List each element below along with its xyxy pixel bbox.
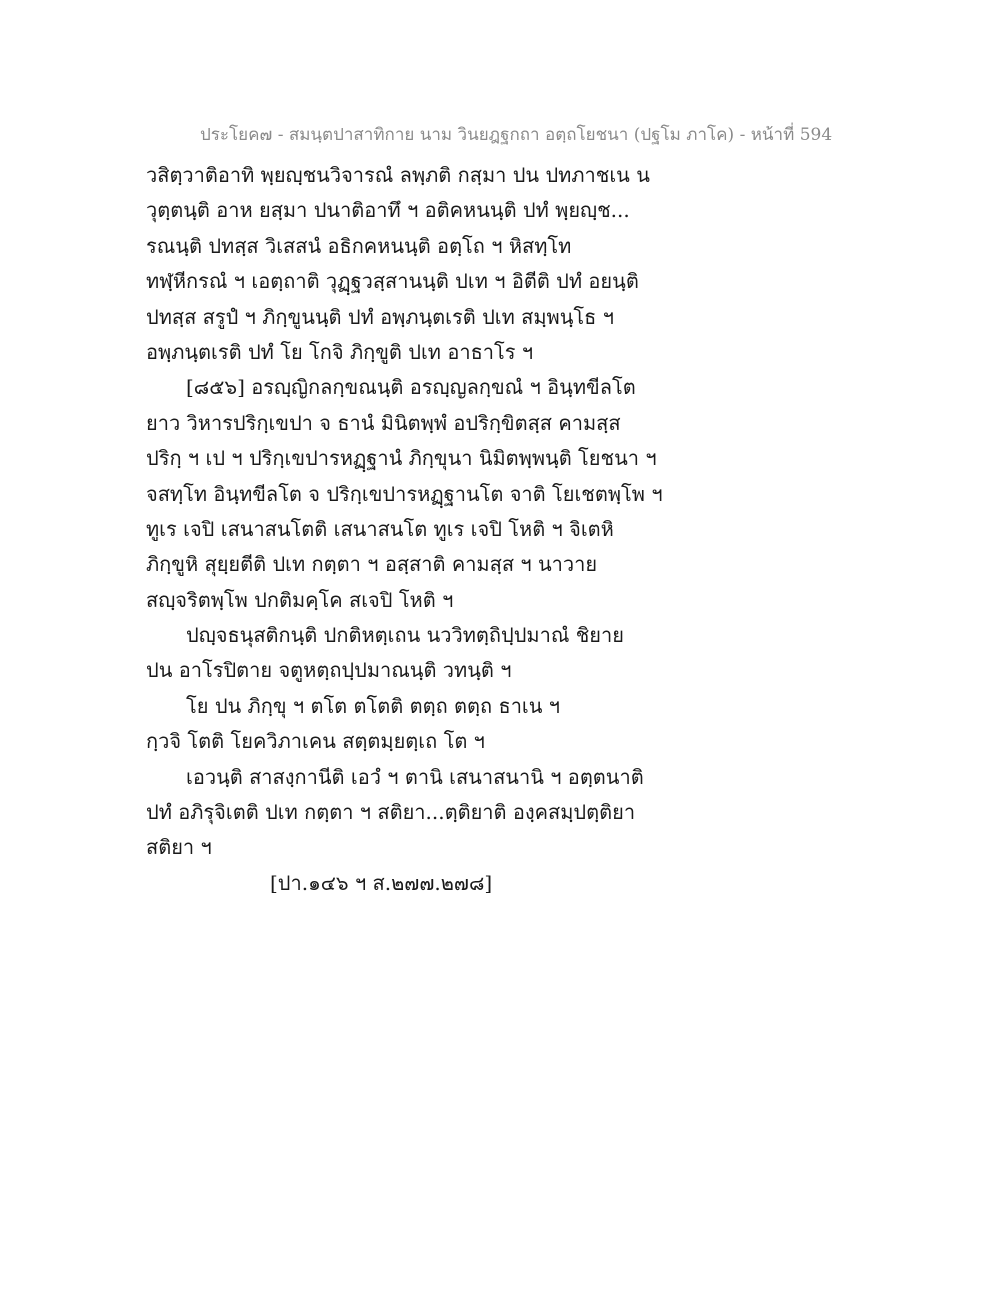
reference-line: [ปา.๑๔๖ ฯ ส.๒๗๗.๒๗๘] <box>270 870 493 895</box>
text-line: ภิกฺขูหิ สุยฺยตีติ ปเท กตฺตา ฯ อสฺสาติ คามสฺส ฯ นาวาย <box>146 552 598 577</box>
paragraph-start-line: เอวนฺติ สาสงฺกานีติ เอวํ ฯ ตานิ เสนาสนานิ ฯ อตฺตนาติ <box>186 764 644 789</box>
text-line: จสทฺโท อินฺทขีลโต จ ปริกฺเขปารหฏฺฐานโต จาติ โยเชตพฺโพ ฯ <box>146 481 663 506</box>
paragraph-start-line: โย ปน ภิกฺขุ ฯ ตโต ตโตติ ตตฺถ ตตฺถ ธาเน ฯ <box>186 693 561 718</box>
text-line: ปทํ อภิรุจิเตติ ปเท กตฺตา ฯ สติยา...ตฺติยาติ องฺคสมฺปตฺติยา <box>146 800 636 825</box>
text-line: ปทสฺส สรูปํ ฯ ภิกฺขูนนฺติ ปทํ อพฺภนฺตเรติ ปเท สมฺพนฺโธ ฯ <box>146 304 614 329</box>
text-line: สติยา ฯ <box>146 835 212 860</box>
text-line: วุตฺตนฺติ อาห ยสฺมา ปนาติอาทึ ฯ อติคหนนฺติ ปทํ พฺยญฺช... <box>146 198 630 223</box>
text-line: ปน อาโรปิตาย จตูหตฺถปฺปมาณนฺติ วทนฺติ ฯ <box>146 658 512 683</box>
page-header: ประโยค๗ - สมนฺตปาสาทิกาย นาม วินยฎฐกถา อตฺถโยชนา (ปฐโม ภาโค) - หน้าที่ 594 <box>200 125 833 145</box>
text-line: ทฬฺหีกรณํ ฯ เอตฺถาติ วุฏฺฐวสฺสานนฺติ ปเท ฯ อิตีติ ปทํ อยนฺติ <box>146 269 639 294</box>
paragraph-start-line: [๘๕๖] อรญฺญิกลกฺขณนฺติ อรญฺญลกฺขณํ ฯ อินฺทขีลโต <box>186 375 636 400</box>
text-line: ยาว วิหารปริกฺเขปา จ ธานํ มินิตพฺพํ อปริกฺขิตสฺส คามสฺส <box>146 410 621 435</box>
text-line: ปริกฺ ฯ เป ฯ ปริกฺเขปารหฏฺฐานํ ภิกฺขุนา นิมิตพฺพนฺติ โยชนา ฯ <box>146 446 657 471</box>
text-line: วสิตฺวาติอาทิ พฺยญฺชนวิจารณํ ลพฺภติ กสฺมา ปน ปทภาชเน น <box>146 163 650 187</box>
text-line: รณนฺติ ปทสฺส วิเสสนํ อธิกคหนนฺติ อตฺโถ ฯ หิสทฺโท <box>146 233 572 258</box>
text-line: สญฺจริตพฺโพ ปกติมคฺโค สเจปิ โหติ ฯ <box>146 587 454 612</box>
text-line: อพฺภนฺตเรติ ปทํ โย โกจิ ภิกฺขูติ ปเท อาธาโร ฯ <box>146 339 534 364</box>
paragraph-start-line: ปญฺจธนุสติกนฺติ ปกติหตฺเถน นววิทตฺถิปฺปมาณํ ชิยาย <box>186 623 624 648</box>
text-line: กฺวจิ โตติ โยควิภาเคน สตฺตมฺยตฺเถ โต ฯ <box>146 729 485 754</box>
text-line: ทูเร เจปิ เสนาสนโตติ เสนาสนโต ทูเร เจปิ โหติ ฯ จิเตหิ <box>146 516 614 541</box>
body-text <box>146 160 706 903</box>
